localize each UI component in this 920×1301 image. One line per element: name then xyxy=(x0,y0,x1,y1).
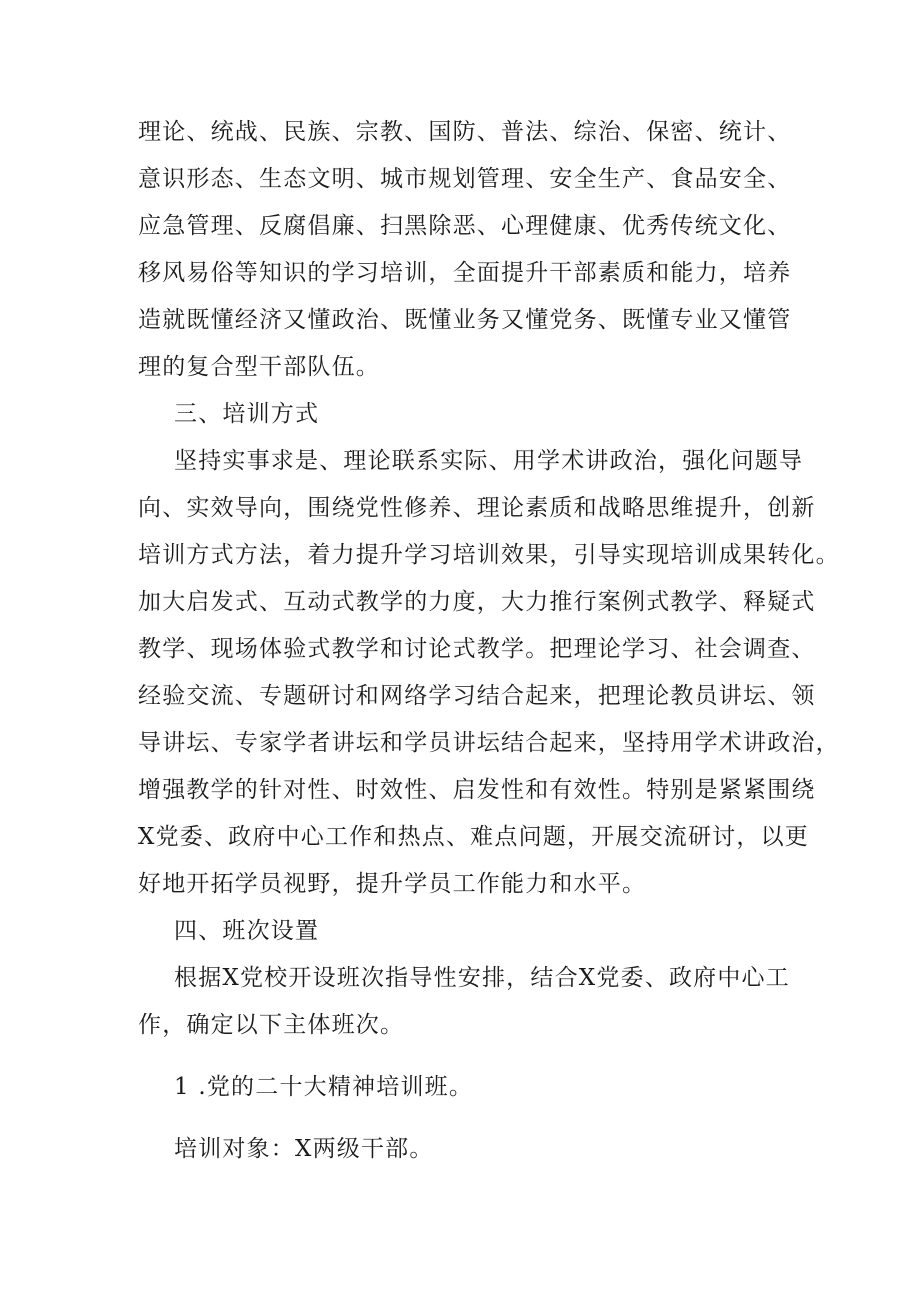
body-text-line: 好地开拓学员视野，提升学员工作能力和水平。 xyxy=(138,871,647,897)
body-text-line: 经验交流、专题研讨和网络学习结合起来，把理论教员讲坛、领 xyxy=(138,683,816,709)
list-item-heading: 1 .党的二十大精神培训班。 xyxy=(174,1074,474,1100)
body-text-line: 加大启发式、互动式教学的力度，大力推行案例式教学、释疑式 xyxy=(138,589,816,615)
body-text-line: X党委、政府中心工作和热点、难点问题，开展交流研讨，以更 xyxy=(138,824,809,850)
body-text-line: 增强教学的针对性、时效性、启发性和有效性。特别是紧紧围绕 xyxy=(138,777,816,803)
body-text-line: 移风易俗等知识的学习培训，全面提升干部素质和能力，培养 xyxy=(138,260,792,286)
body-text-line: 培训对象：X两级干部。 xyxy=(174,1136,434,1162)
section-heading: 四、班次设置 xyxy=(174,918,320,944)
body-text-line: 理论、统战、民族、宗教、国防、普法、综治、保密、统计、 xyxy=(138,119,792,145)
body-text-line: 向、实效导向，围绕党性修养、理论素质和战略思维提升，创新 xyxy=(138,495,816,521)
body-text-line: 意识形态、生态文明、城市规划管理、安全生产、食品安全、 xyxy=(138,166,792,192)
body-text-line: 作，确定以下主体班次。 xyxy=(138,1012,405,1038)
body-text-line: 根据X党校开设班次指导性安排，结合X党委、政府中心工 xyxy=(174,965,790,991)
body-text-line: 教学、现场体验式教学和讨论式教学。把理论学习、社会调查、 xyxy=(138,636,816,662)
body-text-line: 培训方式方法，着力提升学习培训效果，引导实现培训成果转化。 xyxy=(138,542,840,568)
body-text-line: 坚持实事求是、理论联系实际、用学术讲政治，强化问题导 xyxy=(174,448,804,474)
body-text-line: 应急管理、反腐倡廉、扫黑除恶、心理健康、优秀传统文化、 xyxy=(138,213,792,239)
section-heading: 三、培训方式 xyxy=(174,401,320,427)
body-text-line: 理的复合型干部队伍。 xyxy=(138,354,380,380)
body-text-line: 造就既懂经济又懂政治、既懂业务又懂党务、既懂专业又懂管 xyxy=(138,307,792,333)
body-text-line: 导讲坛、专家学者讲坛和学员讲坛结合起来，坚持用学术讲政治， xyxy=(138,730,840,756)
